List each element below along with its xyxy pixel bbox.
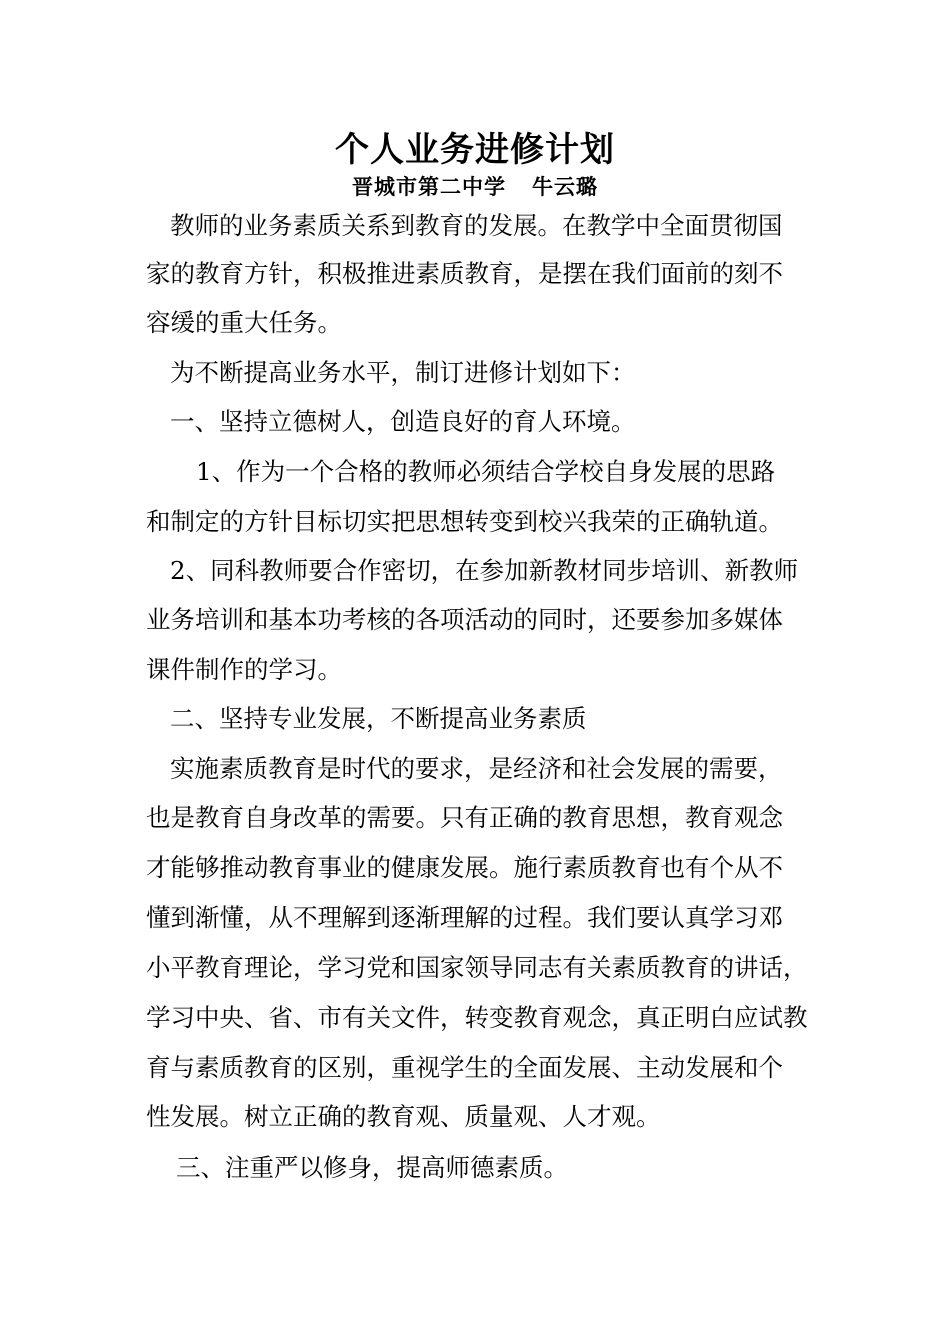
body-line-14: 才能够推动教育事业的健康发展。施行素质教育也有个从不	[146, 853, 783, 882]
section-heading-1: 一、坚持立德树人，创造良好的育人环境。	[170, 407, 636, 436]
school-name: 晋城市第二中学	[352, 175, 506, 199]
document-byline	[0, 172, 950, 202]
body-line-18: 育与素质教育的区别，重视学生的全面发展、主动发展和个	[146, 1053, 783, 1082]
body-line-6: 1、作为一个合格的教师必须结合学校自身发展的思路	[196, 457, 776, 486]
body-line-4: 为不断提高业务水平，制订进修计划如下：	[170, 358, 636, 387]
body-line-12: 实施素质教育是时代的要求，是经济和社会发展的需要，	[170, 754, 783, 783]
section-heading-2: 二、坚持专业发展，不断提高业务素质	[170, 704, 587, 733]
body-line-8: 2、同科教师要合作密切，在参加新教材同步培训、新教师	[170, 556, 799, 585]
body-line-17: 学习中央、省、市有关文件，转变教育观念，真正明白应试教	[146, 1003, 808, 1032]
body-line-7: 和制定的方针目标切实把思想转变到校兴我荣的正确轨道。	[146, 507, 783, 536]
body-line-15: 懂到渐懂，从不理解到逐渐理解的过程。我们要认真学习邓	[146, 903, 783, 932]
body-line-16: 小平教育理论，学习党和国家领导同志有关素质教育的讲话，	[146, 953, 808, 982]
body-line-2: 家的教育方针，积极推进素质教育，是摆在我们面前的刻不	[146, 259, 783, 288]
author-name: 牛云璐	[532, 175, 598, 199]
body-line-10: 课件制作的学习。	[146, 655, 342, 684]
body-line-9: 业务培训和基本功考核的各项活动的同时，还要参加多媒体	[146, 605, 783, 634]
body-line-3: 容缓的重大任务。	[146, 308, 342, 337]
body-line-1: 教师的业务素质关系到教育的发展。在教学中全面贯彻国	[170, 211, 783, 240]
body-line-13: 也是教育自身改革的需要。只有正确的教育思想，教育观念	[146, 803, 783, 832]
document-title: 个人业务进修计划	[335, 130, 615, 170]
section-heading-3: 三、注重严以修身，提高师德素质。	[176, 1153, 568, 1182]
body-line-19: 性发展。树立正确的教育观、质量观、人才观。	[146, 1102, 661, 1131]
